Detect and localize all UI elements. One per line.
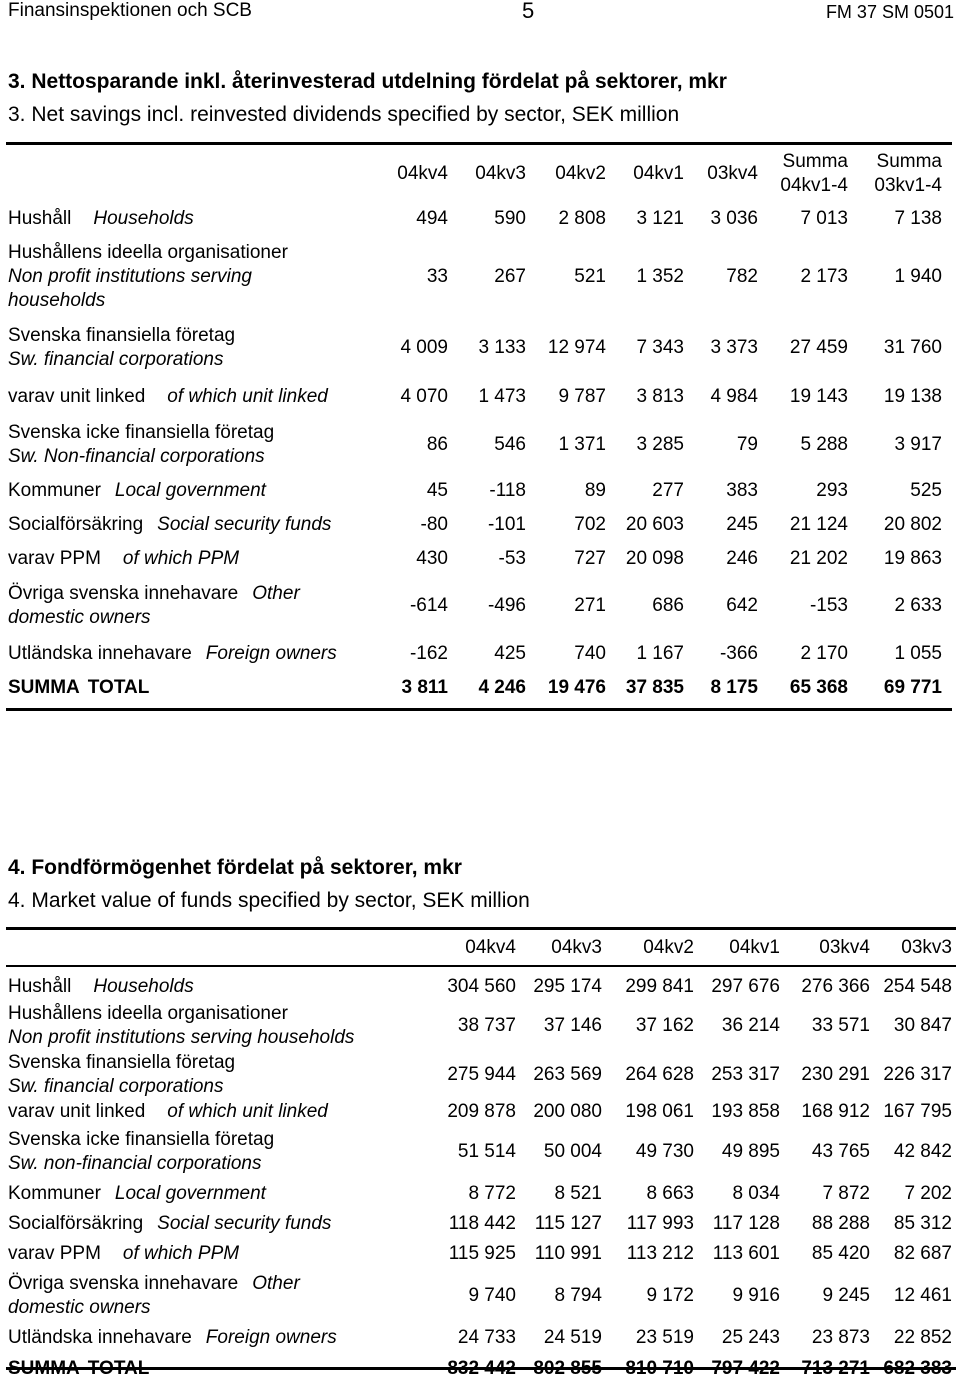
row-label: Hushåll Households xyxy=(8,976,194,997)
table-row xyxy=(8,318,942,378)
table-cell: 118 442 xyxy=(448,1213,516,1234)
header-publisher: Finansinspektionen och SCB xyxy=(8,0,252,21)
table-cell: 8 175 xyxy=(710,677,758,698)
table-row xyxy=(8,636,942,672)
table-cell: 1 055 xyxy=(894,643,942,664)
table3-col-header: 04kv1 xyxy=(633,163,684,184)
table-cell: 3 813 xyxy=(636,386,684,407)
table-cell: 86 xyxy=(426,434,448,455)
table-cell: 267 xyxy=(494,266,526,287)
table-cell: 12 974 xyxy=(547,337,606,358)
table-cell: 110 991 xyxy=(534,1243,602,1264)
table-cell: 7 343 xyxy=(636,337,684,358)
row-label: Övriga svenska innehavare Other domestic owners xyxy=(8,583,300,628)
table-cell: 4 070 xyxy=(400,386,448,407)
table-cell: -53 xyxy=(498,548,526,569)
table-row xyxy=(8,378,942,416)
table-cell: 1 473 xyxy=(478,386,526,407)
row-label: SUMMA TOTAL xyxy=(8,677,150,698)
row-label: Hushållens ideella organisationer Non profit institutions serving households xyxy=(8,1003,355,1048)
table-row xyxy=(8,1209,952,1239)
table-row xyxy=(8,1099,952,1125)
table-cell: 9 245 xyxy=(822,1285,870,1306)
table-cell: 383 xyxy=(726,480,758,501)
table-cell: 727 xyxy=(574,548,606,569)
row-label: Kommuner Local government xyxy=(8,480,266,501)
table3-col-header: Summa 04kv1-4 xyxy=(780,151,848,196)
table-cell: 69 771 xyxy=(883,677,942,698)
table4-top-rule xyxy=(6,927,956,930)
table-cell: 702 xyxy=(574,514,606,535)
table-cell: 2 633 xyxy=(894,595,942,616)
table4-col-header: 04kv2 xyxy=(643,937,694,958)
table-cell: 590 xyxy=(494,208,526,229)
table-cell: 295 174 xyxy=(533,976,602,997)
table-cell: 642 xyxy=(726,595,758,616)
table-cell: 230 291 xyxy=(801,1064,870,1085)
table-cell: 4 009 xyxy=(400,337,448,358)
row-label: Svenska icke finansiella företag Sw. non-financial corporations xyxy=(8,1129,275,1174)
table-row xyxy=(8,202,942,236)
table-cell: -614 xyxy=(409,595,448,616)
table-cell: 264 628 xyxy=(625,1064,694,1085)
table3-col-header: 04kv4 xyxy=(397,163,448,184)
table-cell: 525 xyxy=(910,480,942,501)
table-cell: 8 034 xyxy=(732,1183,780,1204)
table-row xyxy=(8,236,942,318)
table-cell: 293 xyxy=(816,480,848,501)
row-label: Hushåll Households xyxy=(8,208,194,229)
table-cell: 304 560 xyxy=(447,976,516,997)
table-cell: 740 xyxy=(574,643,606,664)
table-cell: 117 128 xyxy=(712,1213,780,1234)
table3-col-header: 04kv3 xyxy=(475,163,526,184)
table-cell: 521 xyxy=(574,266,606,287)
table-row xyxy=(8,542,942,576)
table-cell: -496 xyxy=(487,595,526,616)
table-cell: 19 138 xyxy=(883,386,942,407)
table-cell: 7 138 xyxy=(894,208,942,229)
table3-header-row xyxy=(8,146,942,202)
table-cell: 271 xyxy=(574,595,606,616)
table-cell: 198 061 xyxy=(625,1101,694,1122)
table-cell: 115 127 xyxy=(534,1213,602,1234)
table-cell: 45 xyxy=(426,480,448,501)
table-cell: 3 285 xyxy=(636,434,684,455)
table-cell: 802 855 xyxy=(533,1358,602,1379)
table-cell: 49 730 xyxy=(635,1141,694,1162)
table-cell: 5 288 xyxy=(800,434,848,455)
table-cell: 8 794 xyxy=(554,1285,602,1306)
table-cell: 24 733 xyxy=(457,1327,516,1348)
table-cell: 1 352 xyxy=(636,266,684,287)
table-cell: 38 737 xyxy=(457,1015,516,1036)
table-cell: 88 288 xyxy=(811,1213,870,1234)
table-cell: 9 172 xyxy=(646,1285,694,1306)
table-cell: 85 312 xyxy=(893,1213,952,1234)
table-cell: 782 xyxy=(726,266,758,287)
table-cell: 1 371 xyxy=(558,434,606,455)
table3-top-rule xyxy=(6,142,952,145)
table-cell: 23 519 xyxy=(635,1327,694,1348)
table-row xyxy=(8,474,942,508)
table-cell: 115 925 xyxy=(448,1243,516,1264)
table-cell: 20 098 xyxy=(625,548,684,569)
table-cell: 425 xyxy=(494,643,526,664)
table-cell: 82 687 xyxy=(893,1243,952,1264)
table-cell: 4 984 xyxy=(710,386,758,407)
table4-col-header: 03kv4 xyxy=(819,937,870,958)
row-label: Svenska finansiella företag Sw. financial corporations xyxy=(8,325,236,370)
table-cell: 65 368 xyxy=(789,677,848,698)
table-cell: 3 917 xyxy=(894,434,942,455)
table-cell: 2 170 xyxy=(800,643,848,664)
table-cell: 682 383 xyxy=(883,1358,952,1379)
table3 xyxy=(8,146,942,704)
table4 xyxy=(8,931,952,1385)
row-label: Socialförsäkring Social security funds xyxy=(8,1213,332,1234)
table-cell: 21 124 xyxy=(789,514,848,535)
table-cell: 430 xyxy=(416,548,448,569)
table-cell: 276 366 xyxy=(801,976,870,997)
table-cell: 19 143 xyxy=(789,386,848,407)
table-cell: 8 772 xyxy=(468,1183,516,1204)
row-label: Övriga svenska innehavare Other domestic owners xyxy=(8,1273,300,1318)
table3-col-header: Summa 03kv1-4 xyxy=(874,151,942,196)
table-cell: 49 895 xyxy=(721,1141,780,1162)
table-cell: 209 878 xyxy=(447,1101,516,1122)
table3-bottom-rule xyxy=(6,708,952,711)
table-cell: 1 167 xyxy=(636,643,684,664)
table-cell: 3 373 xyxy=(710,337,758,358)
table-row xyxy=(8,1323,952,1353)
table-row xyxy=(8,416,942,474)
header-document-id: FM 37 SM 0501 xyxy=(825,2,954,22)
table-cell: 9 787 xyxy=(558,386,606,407)
table-cell: 168 912 xyxy=(801,1101,870,1122)
table-cell: 33 xyxy=(426,266,448,287)
table-cell: 20 603 xyxy=(625,514,684,535)
table-cell: 7 013 xyxy=(800,208,848,229)
table4-col-header: 04kv4 xyxy=(465,937,516,958)
table3-col-header: 04kv2 xyxy=(555,163,606,184)
table-cell: 42 842 xyxy=(893,1141,952,1162)
table-cell: -101 xyxy=(487,514,526,535)
table-cell: 31 760 xyxy=(883,337,942,358)
table4-title-en: 4. Market value of funds specified by sector, SEK million xyxy=(8,889,530,912)
table-cell: 113 212 xyxy=(626,1243,694,1264)
table-row xyxy=(8,1239,952,1269)
table-cell: -80 xyxy=(420,514,448,535)
table-cell: -366 xyxy=(719,643,758,664)
table-cell: 253 317 xyxy=(711,1064,780,1085)
table-cell: 3 811 xyxy=(401,677,448,698)
row-label: Utländska innehavare Foreign owners xyxy=(8,643,337,664)
table-cell: 37 162 xyxy=(635,1015,694,1036)
table-cell: 3 133 xyxy=(478,337,526,358)
table-cell: 37 146 xyxy=(543,1015,602,1036)
table3-title-sv: 3. Nettosparande inkl. återinvesterad utdelning fördelat på sektorer, mkr xyxy=(8,70,727,93)
table-cell: 21 202 xyxy=(789,548,848,569)
table-cell: 30 847 xyxy=(893,1015,952,1036)
table-row xyxy=(8,508,942,542)
row-label: SUMMA TOTAL xyxy=(8,1358,150,1379)
table-cell: 8 663 xyxy=(646,1183,694,1204)
table-cell: 263 569 xyxy=(533,1064,602,1085)
table-cell: 24 519 xyxy=(543,1327,602,1348)
table-cell: 494 xyxy=(416,208,448,229)
table-cell: 3 036 xyxy=(710,208,758,229)
table-cell: 3 121 xyxy=(636,208,684,229)
table-cell: 4 246 xyxy=(478,677,526,698)
table-row xyxy=(8,973,952,1001)
table-cell: 12 461 xyxy=(893,1285,952,1306)
page-number: 5 xyxy=(522,0,535,23)
table-cell: 277 xyxy=(652,480,684,501)
table-cell: 275 944 xyxy=(447,1064,516,1085)
table-cell: 85 420 xyxy=(811,1243,870,1264)
table-cell: 713 271 xyxy=(801,1358,870,1379)
table-cell: 2 808 xyxy=(558,208,606,229)
table-row xyxy=(8,1051,952,1099)
row-label: varav unit linked of which unit linked xyxy=(8,386,328,407)
table-cell: 246 xyxy=(726,548,758,569)
table-cell: 167 795 xyxy=(883,1101,952,1122)
table-cell: 36 214 xyxy=(721,1015,780,1036)
table-cell: 797 422 xyxy=(711,1358,780,1379)
row-label: Svenska finansiella företag Sw. financial corporations xyxy=(8,1052,236,1097)
table-total-row xyxy=(8,1353,952,1385)
table-row xyxy=(8,576,942,636)
table-cell: 810 710 xyxy=(625,1358,694,1379)
table-cell: 89 xyxy=(584,480,606,501)
row-label: Hushållens ideella organisationer Non profit institutions serving households xyxy=(8,242,288,311)
table-cell: 686 xyxy=(652,595,684,616)
table4-header-row xyxy=(8,931,952,965)
table-cell: 9 740 xyxy=(468,1285,516,1306)
table-cell: 113 601 xyxy=(712,1243,780,1264)
table-cell: 193 858 xyxy=(711,1101,780,1122)
table-cell: 245 xyxy=(726,514,758,535)
table-cell: -162 xyxy=(409,643,448,664)
table-row xyxy=(8,1001,952,1051)
table-cell: 7 872 xyxy=(822,1183,870,1204)
table-cell: 546 xyxy=(494,434,526,455)
table-cell: 20 802 xyxy=(883,514,942,535)
table4-col-header: 04kv3 xyxy=(551,937,602,958)
table3-title-en: 3. Net savings incl. reinvested dividends specified by sector, SEK million xyxy=(8,103,680,126)
table-cell: 50 004 xyxy=(543,1141,602,1162)
table-cell: -153 xyxy=(809,595,848,616)
table4-col-header: 03kv3 xyxy=(901,937,952,958)
table-total-row xyxy=(8,672,942,704)
table-cell: 7 202 xyxy=(904,1183,952,1204)
row-label: Svenska icke finansiella företag Sw. Non-financial corporations xyxy=(8,422,275,467)
table-cell: 832 442 xyxy=(447,1358,516,1379)
table3-col-header: 03kv4 xyxy=(707,163,758,184)
table-row xyxy=(8,1179,952,1209)
row-label: varav PPM of which PPM xyxy=(8,548,240,569)
table-cell: 33 571 xyxy=(811,1015,870,1036)
table-cell: 27 459 xyxy=(789,337,848,358)
table-cell: 299 841 xyxy=(625,976,694,997)
table-cell: 1 940 xyxy=(894,266,942,287)
row-label: Socialförsäkring Social security funds xyxy=(8,514,332,535)
table-cell: 19 863 xyxy=(883,548,942,569)
table-cell: 23 873 xyxy=(811,1327,870,1348)
table-cell: 2 173 xyxy=(800,266,848,287)
table-cell: 37 835 xyxy=(625,677,684,698)
table4-title-sv: 4. Fondförmögenhet fördelat på sektorer, mkr xyxy=(8,856,462,879)
table-cell: 8 521 xyxy=(554,1183,602,1204)
table-cell: 43 765 xyxy=(811,1141,870,1162)
table-cell: 51 514 xyxy=(457,1141,516,1162)
table-cell: 25 243 xyxy=(721,1327,780,1348)
table-cell: 200 080 xyxy=(533,1101,602,1122)
table-cell: 19 476 xyxy=(547,677,606,698)
row-label: varav PPM of which PPM xyxy=(8,1243,240,1264)
table-cell: 22 852 xyxy=(893,1327,952,1348)
row-label: Utländska innehavare Foreign owners xyxy=(8,1327,337,1348)
table-cell: 226 317 xyxy=(883,1064,952,1085)
table-cell: 297 676 xyxy=(711,976,780,997)
table4-col-header: 04kv1 xyxy=(729,937,780,958)
row-label: Kommuner Local government xyxy=(8,1183,266,1204)
table-row xyxy=(8,1125,952,1179)
row-label: varav unit linked of which unit linked xyxy=(8,1101,328,1122)
table-row xyxy=(8,1269,952,1323)
table-cell: 254 548 xyxy=(883,976,952,997)
table-cell: 117 993 xyxy=(626,1213,694,1234)
table-cell: -118 xyxy=(489,480,526,501)
table-cell: 79 xyxy=(736,434,758,455)
table-cell: 9 916 xyxy=(732,1285,780,1306)
